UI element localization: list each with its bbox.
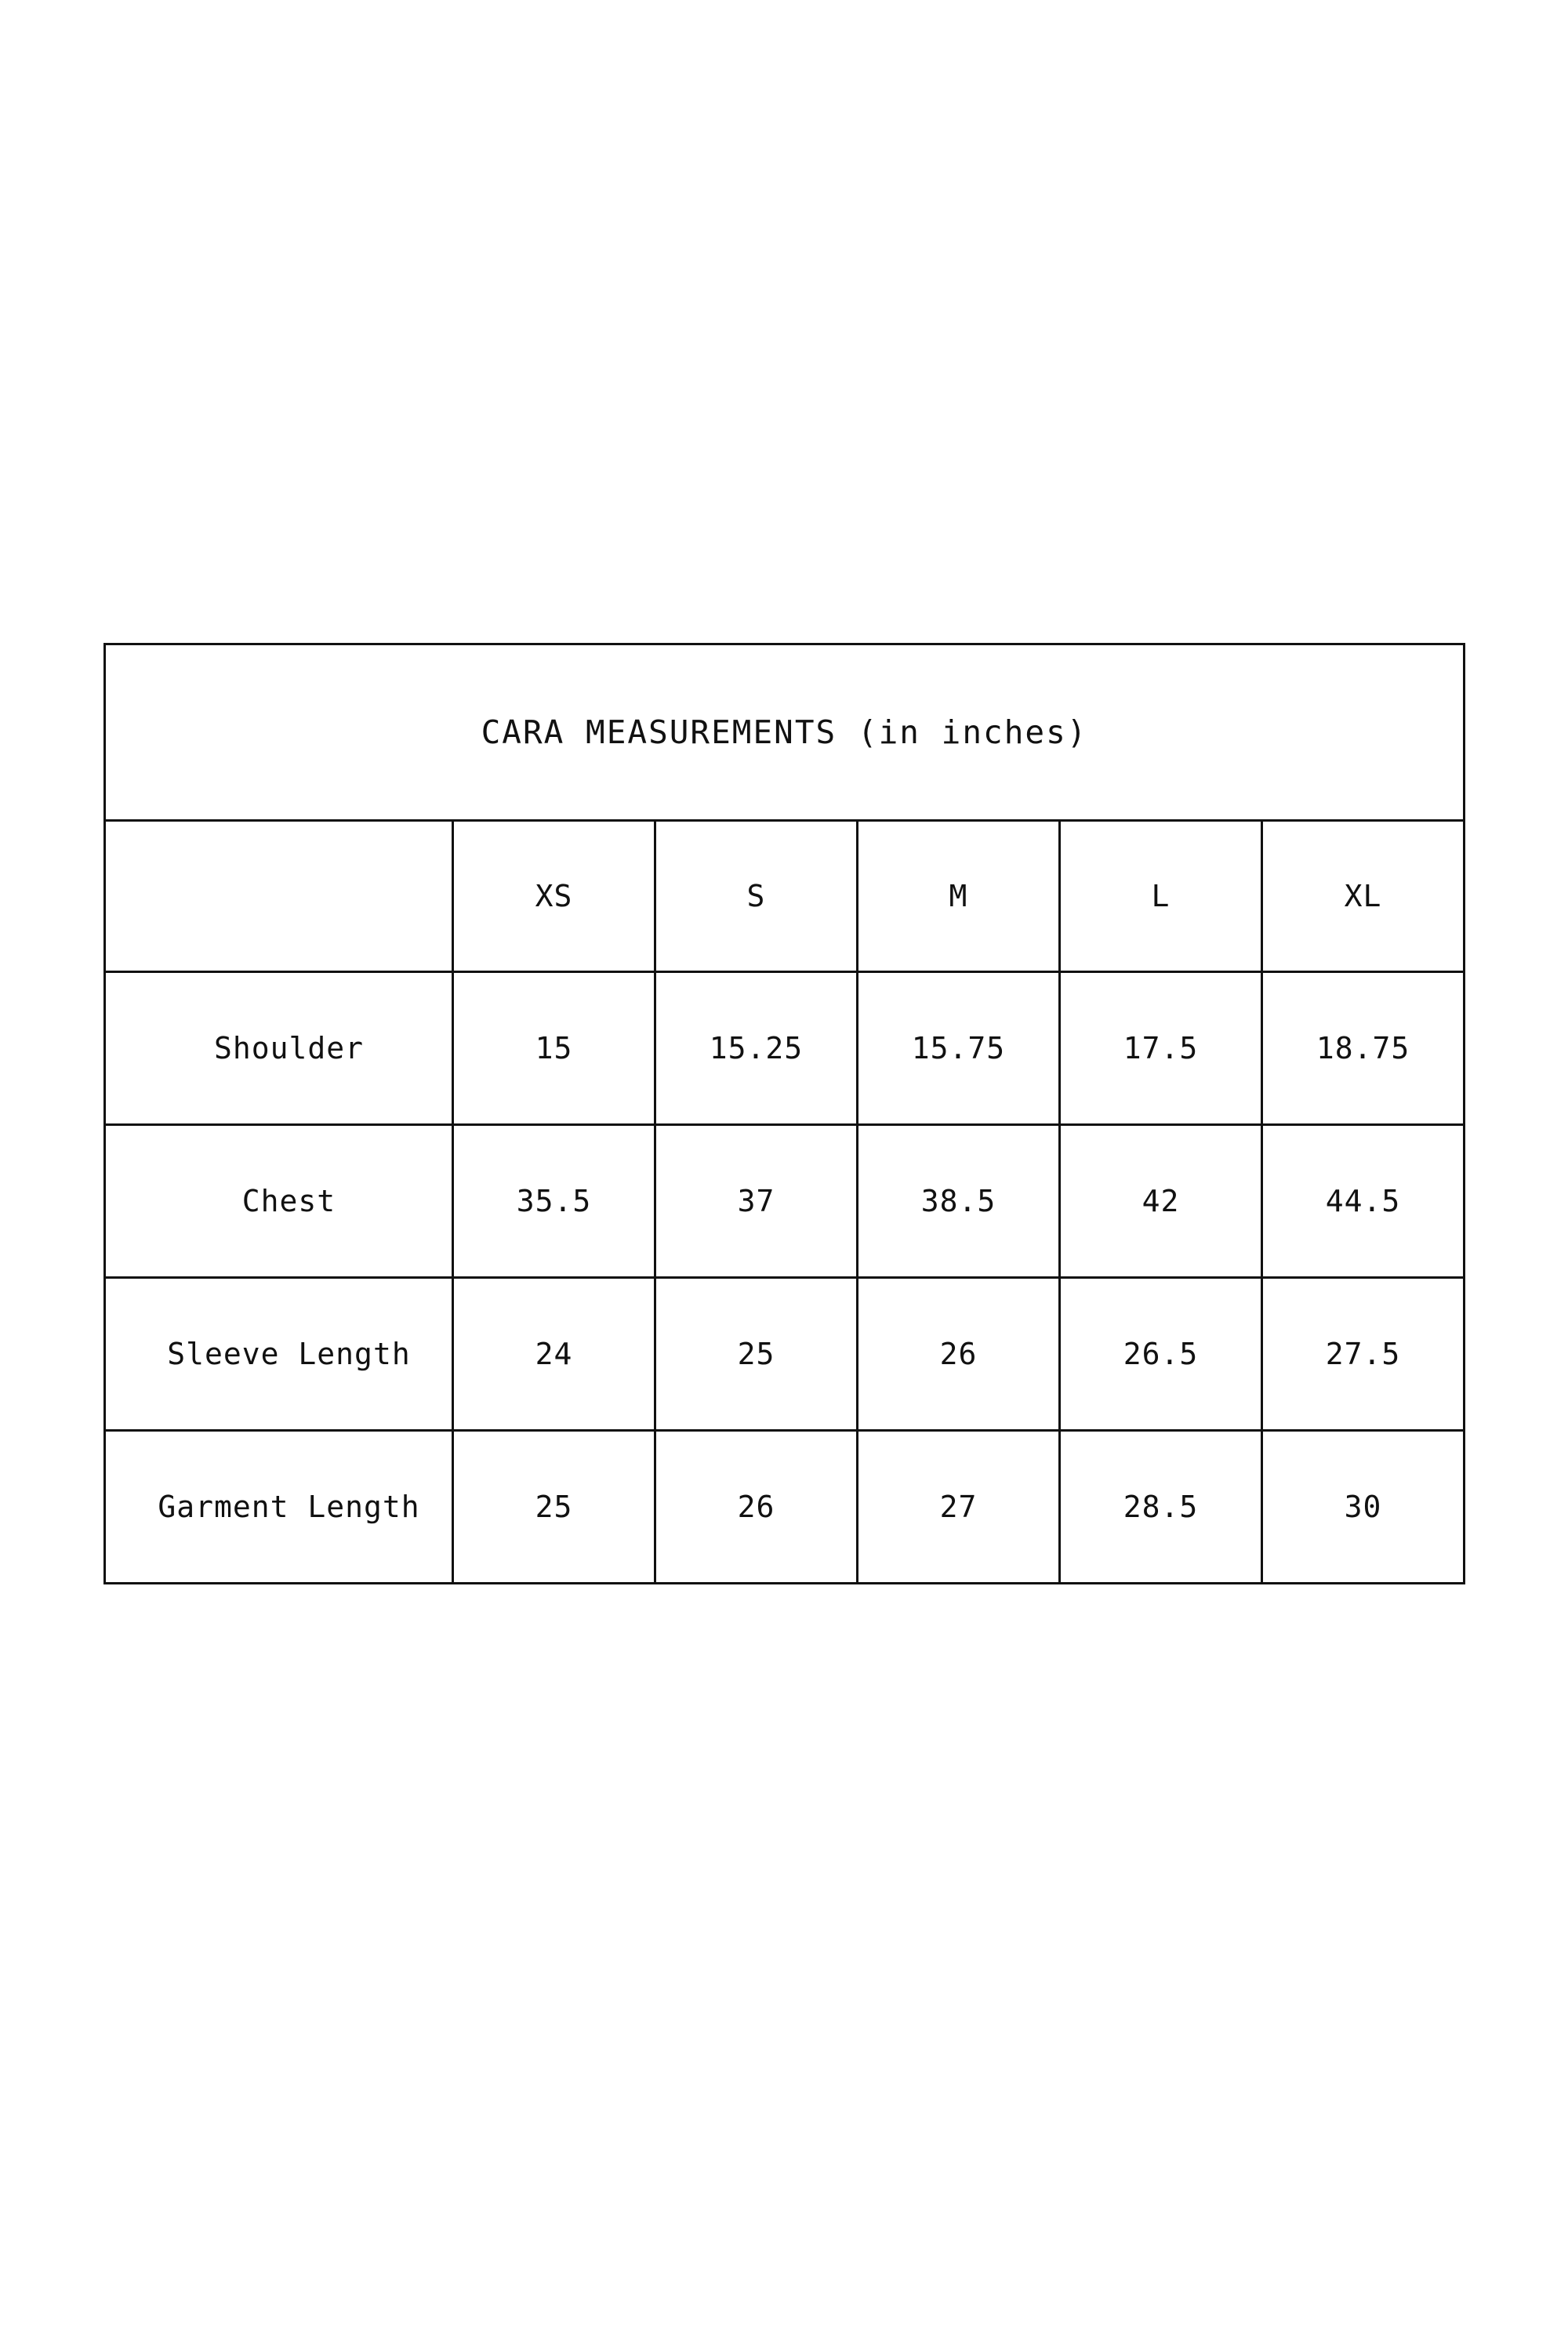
cell-chest-s: 37: [655, 1125, 858, 1278]
cell-chest-l: 42: [1060, 1125, 1262, 1278]
cell-chest-xl: 44.5: [1262, 1125, 1465, 1278]
cell-sleeve-length-l: 26.5: [1060, 1278, 1262, 1431]
row-label-garment-length: Garment Length: [105, 1431, 453, 1584]
size-chart: [103, 643, 1465, 1584]
page-title: CARA MEASUREMENTS (in inches): [105, 644, 1465, 821]
cell-shoulder-s: 15.25: [655, 972, 858, 1125]
cell-shoulder-xs: 15: [453, 972, 655, 1125]
table-header-row: [105, 821, 1465, 972]
cell-sleeve-length-s: 25: [655, 1278, 858, 1431]
measurements-table: [103, 643, 1465, 1584]
header-size-l: L: [1060, 821, 1262, 972]
cell-garment-length-m: 27: [858, 1431, 1060, 1584]
table-row: [105, 1278, 1465, 1431]
cell-sleeve-length-m: 26: [858, 1278, 1060, 1431]
cell-chest-xs: 35.5: [453, 1125, 655, 1278]
row-label-sleeve-length: Sleeve Length: [105, 1278, 453, 1431]
row-label-chest: Chest: [105, 1125, 453, 1278]
header-corner-cell: [105, 821, 453, 972]
cell-garment-length-xs: 25: [453, 1431, 655, 1584]
table-row: [105, 972, 1465, 1125]
table-row: [105, 1125, 1465, 1278]
cell-sleeve-length-xl: 27.5: [1262, 1278, 1465, 1431]
cell-sleeve-length-xs: 24: [453, 1278, 655, 1431]
table-title-row: [105, 644, 1465, 821]
header-size-xl: XL: [1262, 821, 1465, 972]
header-size-xs: XS: [453, 821, 655, 972]
header-size-m: M: [858, 821, 1060, 972]
table-row: [105, 1431, 1465, 1584]
header-size-s: S: [655, 821, 858, 972]
cell-shoulder-l: 17.5: [1060, 972, 1262, 1125]
cell-garment-length-xl: 30: [1262, 1431, 1465, 1584]
cell-garment-length-s: 26: [655, 1431, 858, 1584]
cell-shoulder-xl: 18.75: [1262, 972, 1465, 1125]
cell-shoulder-m: 15.75: [858, 972, 1060, 1125]
cell-garment-length-l: 28.5: [1060, 1431, 1262, 1584]
row-label-shoulder: Shoulder: [105, 972, 453, 1125]
cell-chest-m: 38.5: [858, 1125, 1060, 1278]
